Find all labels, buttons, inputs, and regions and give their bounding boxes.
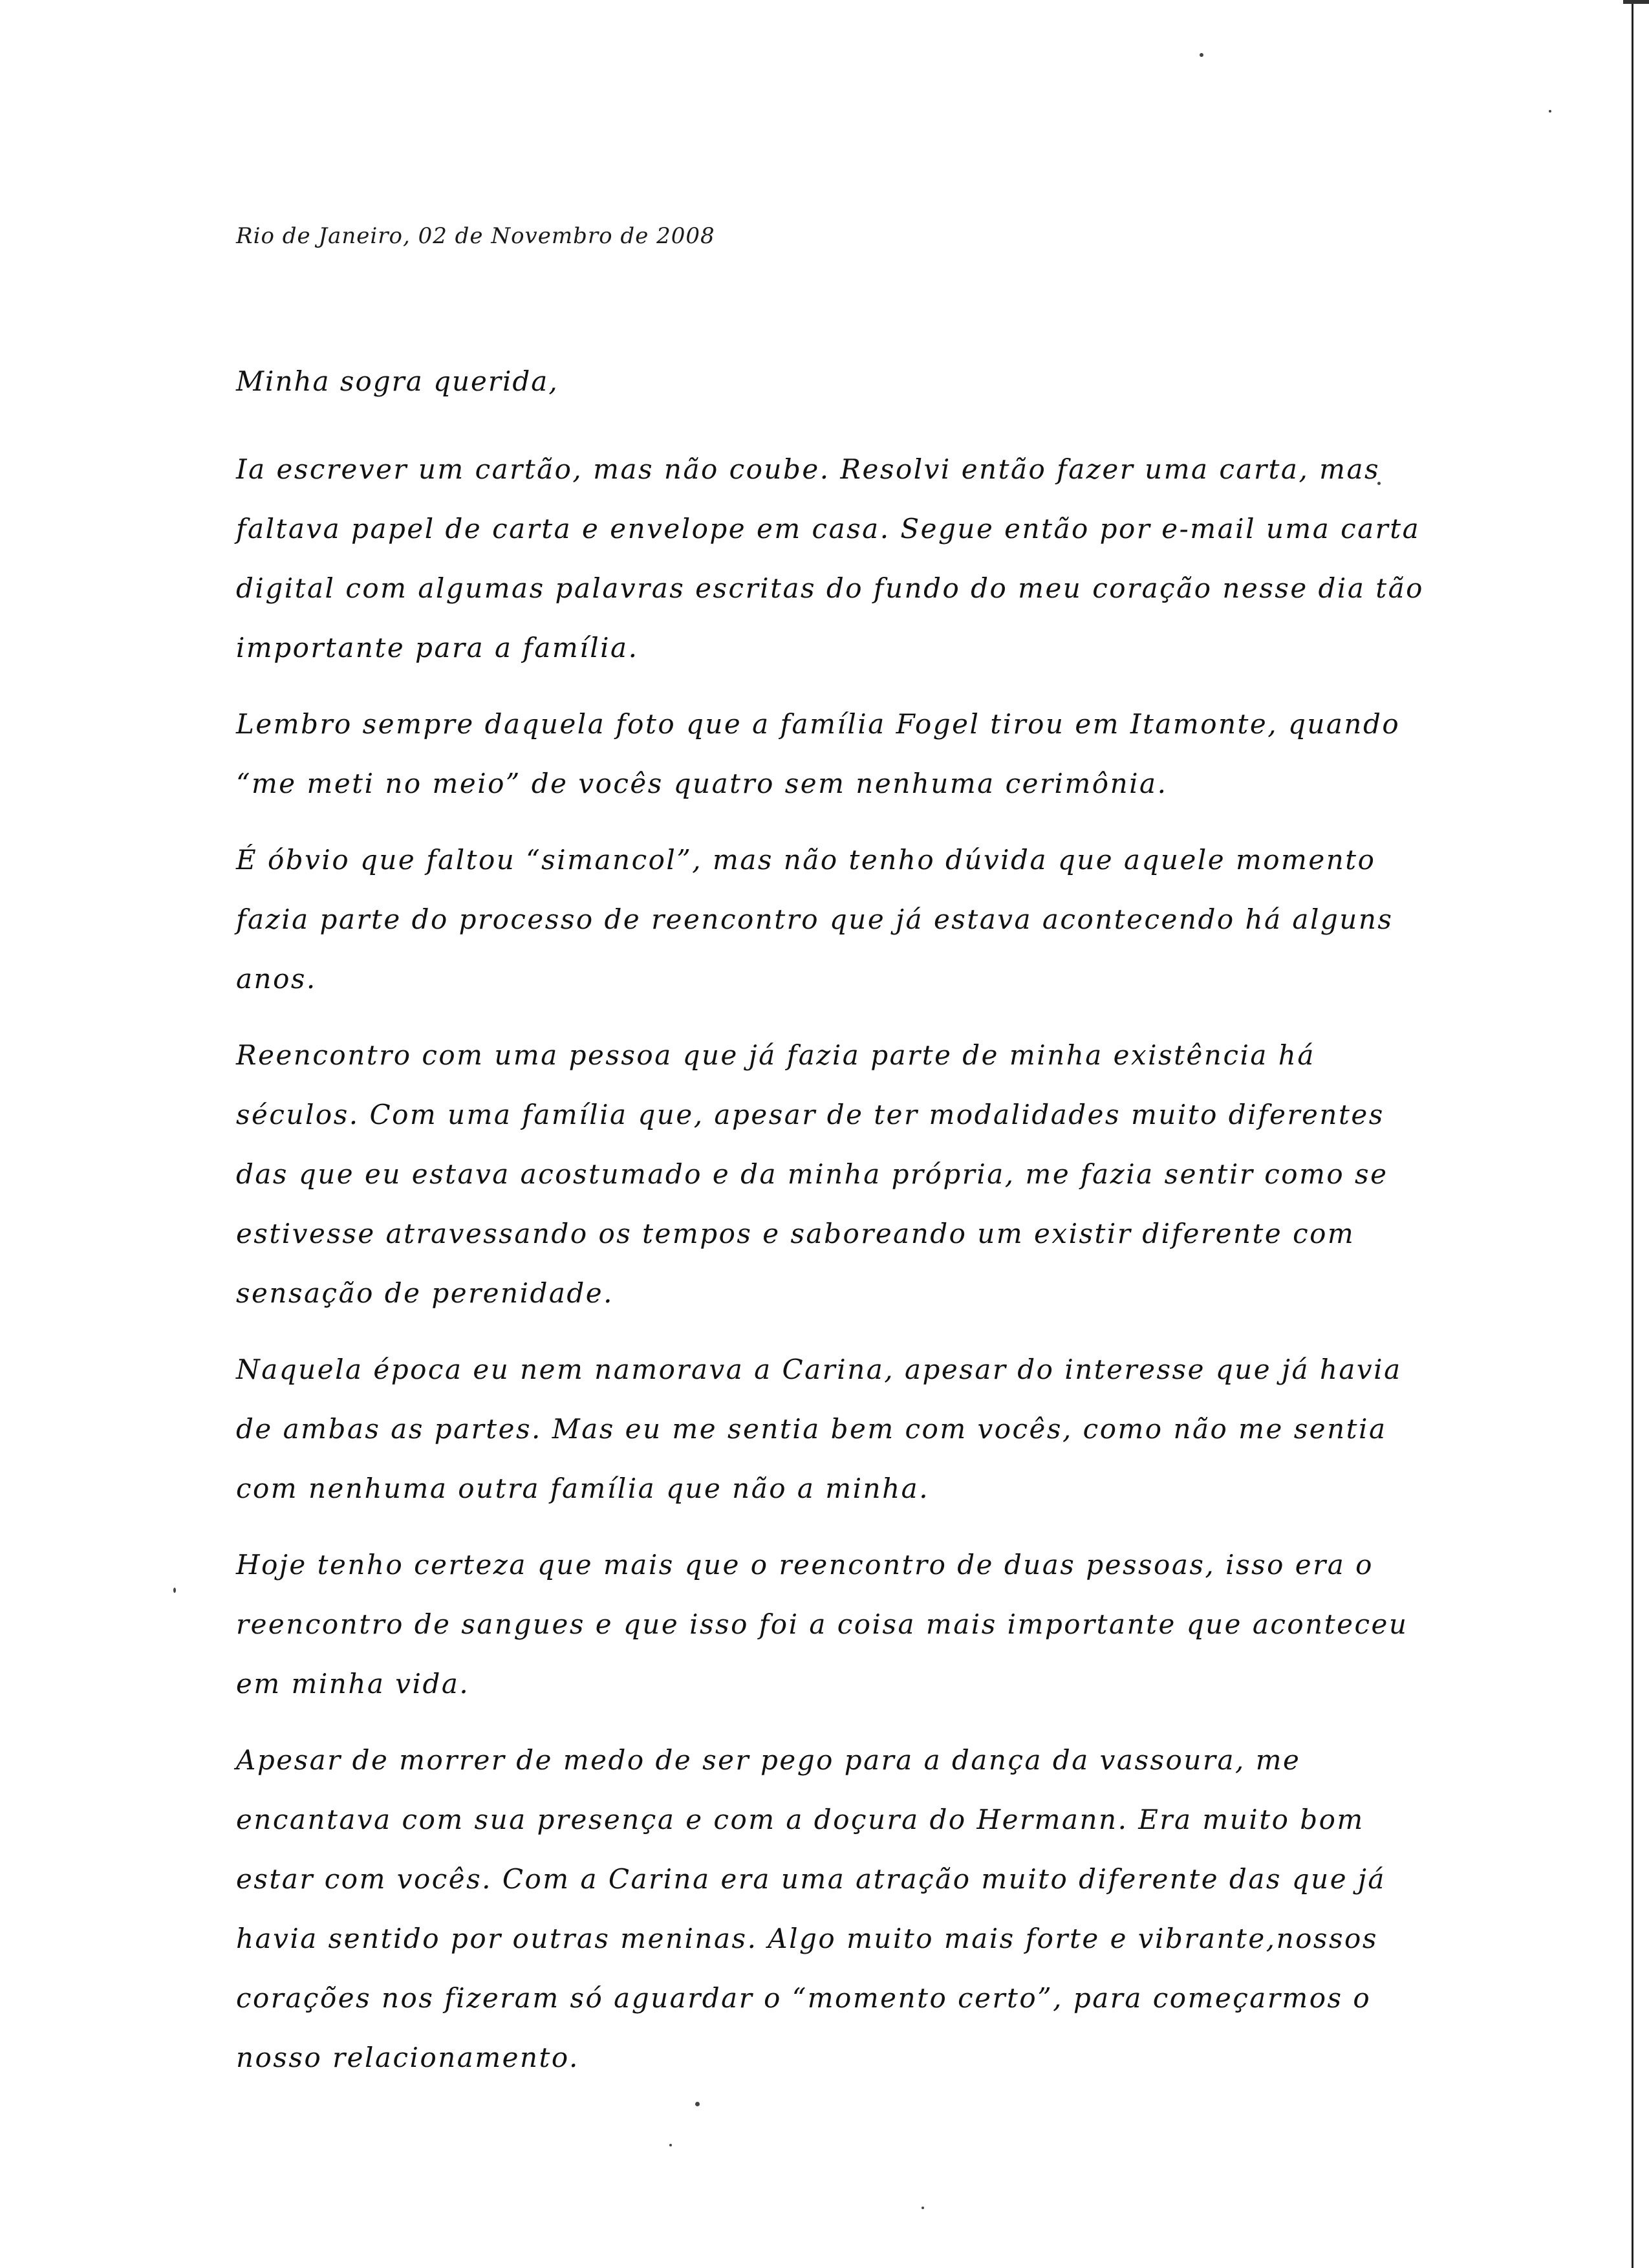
letter-paragraph: Hoje tenho certeza que mais que o reencontro de duas pessoas, isso era o reencontro de sangues e que isso foi a coisa mais importante que aconteceu em minha vida. [236, 1549, 1408, 1700]
letter-paragraph: Reencontro com uma pessoa que já fazia parte de minha existência há séculos. Com uma família que, apesar de ter modalidades muito diferentes das que eu estava acostumado e da minha própria, me fazia sentir como se estivesse atravessando os tempos e saboreando um existir diferente com sensação de perenidade. [236, 1039, 1388, 1309]
scan-corner-mark [1623, 0, 1649, 4]
scan-speck [173, 1588, 176, 1593]
letter-paragraph: Apesar de morrer de medo de ser pego para a dança da vassoura, me encantava com sua presença e com a doçura do Hermann. Era muito bom estar com vocês. Com a Carina era uma atração muito diferente das que já havia sentido por outras meninas. Algo muito mais forte e vibrante,nossos corações nos fizeram só aguardar o “momento certo”, para começarmos o nosso relacionamento. [236, 1744, 1386, 2073]
scan-speck [669, 2144, 672, 2146]
letter-salutation: Minha sogra querida, [236, 365, 559, 397]
letter-paragraph: Ia escrever um cartão, mas não coube. Resolvi então fazer uma carta, mas faltava papel de carta e envelope em casa. Segue então por e-mail uma carta digital com algumas palavras escritas do fundo do meu coração nesse dia tão importante para a família. [236, 453, 1424, 664]
letter-paragraph: Lembro sempre daquela foto que a família Fogel tirou em Itamonte, quando “me meti no meio” de vocês quatro sem nenhuma cerimônia. [236, 708, 1401, 799]
scan-speck [1549, 110, 1551, 113]
letter-paragraph: Naquela época eu nem namorava a Carina, apesar do interesse que já havia de ambas as partes. Mas eu me sentia bem com vocês, como não me sentia com nenhuma outra família que não a minha. [236, 1354, 1402, 1504]
letter-paragraph: É óbvio que faltou “simancol”, mas não tenho dúvida que aquele momento fazia parte do processo de reencontro que já estava acontecendo há alguns anos. [236, 844, 1394, 995]
scan-edge-line [1632, 0, 1633, 2268]
letter-date: Rio de Janeiro, 02 de Novembro de 2008 [236, 223, 715, 249]
scan-speck [1200, 53, 1203, 57]
letter-body [236, 440, 1432, 2104]
scan-speck [921, 2207, 924, 2209]
